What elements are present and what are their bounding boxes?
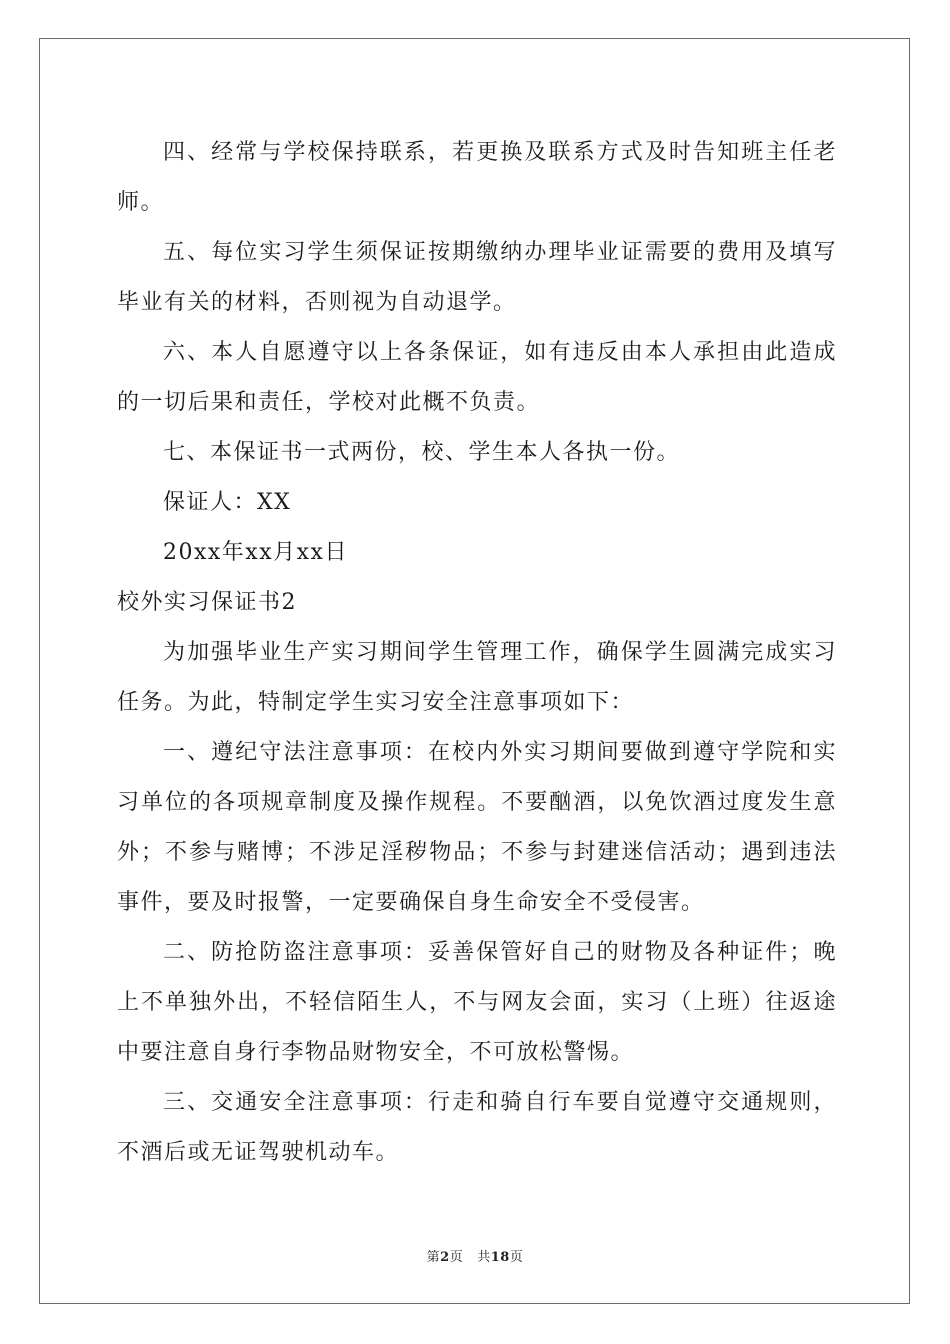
section-title: 校外实习保证书2 xyxy=(117,590,297,615)
rule-item-1: 一、遵纪守法注意事项：在校内外实习期间要做到遵守学院和实习单位的各项规章制度及操作规程。不要酗酒，以免饮酒过度发生意外；不参与赌博；不涉足淫秽物品；不参与封建迷信活动；遇到违法事件，要及时报警，一定要确保自身生命安全不受侵害。 xyxy=(117,740,837,915)
document-body xyxy=(117,128,837,1178)
footer-page-suffix: 页 xyxy=(449,1250,464,1265)
paragraph-item-5: 五、每位实习学生须保证按期缴纳办理毕业证需要的费用及填写毕业有关的材料，否则视为自动退学。 xyxy=(117,240,837,315)
paragraph-item-4: 四、经常与学校保持联系，若更换及联系方式及时告知班主任老师。 xyxy=(117,140,837,215)
page-footer xyxy=(0,1246,950,1265)
footer-prefix: 第 xyxy=(426,1250,441,1265)
date-line: 20xx年xx月xx日 xyxy=(163,540,348,565)
paragraph-item-6: 六、本人自愿遵守以上各条保证，如有违反由本人承担由此造成的一切后果和责任，学校对此概不负责。 xyxy=(117,340,837,415)
rule-item-2: 二、防抢防盗注意事项：妥善保管好自己的财物及各种证件；晚上不单独外出，不轻信陌生人，不与网友会面，实习（上班）往返途中要注意自身行李物品财物安全，不可放松警惕。 xyxy=(117,940,837,1065)
current-page-number: 2 xyxy=(440,1250,450,1265)
total-page-count: 18 xyxy=(490,1250,510,1265)
paragraph-item-7: 七、本保证书一式两份，校、学生本人各执一份。 xyxy=(163,440,681,465)
footer-total-prefix: 共 xyxy=(477,1250,491,1265)
intro-paragraph: 为加强毕业生产实习期间学生管理工作，确保学生圆满完成实习任务。为此，特制定学生实习安全注意事项如下： xyxy=(117,640,837,715)
guarantor-line: 保证人：XX xyxy=(163,490,292,515)
rule-item-3: 三、交通安全注意事项：行走和骑自行车要自觉遵守交通规则，不酒后或无证驾驶机动车。 xyxy=(117,1090,837,1165)
footer-total-suffix: 页 xyxy=(509,1250,524,1265)
